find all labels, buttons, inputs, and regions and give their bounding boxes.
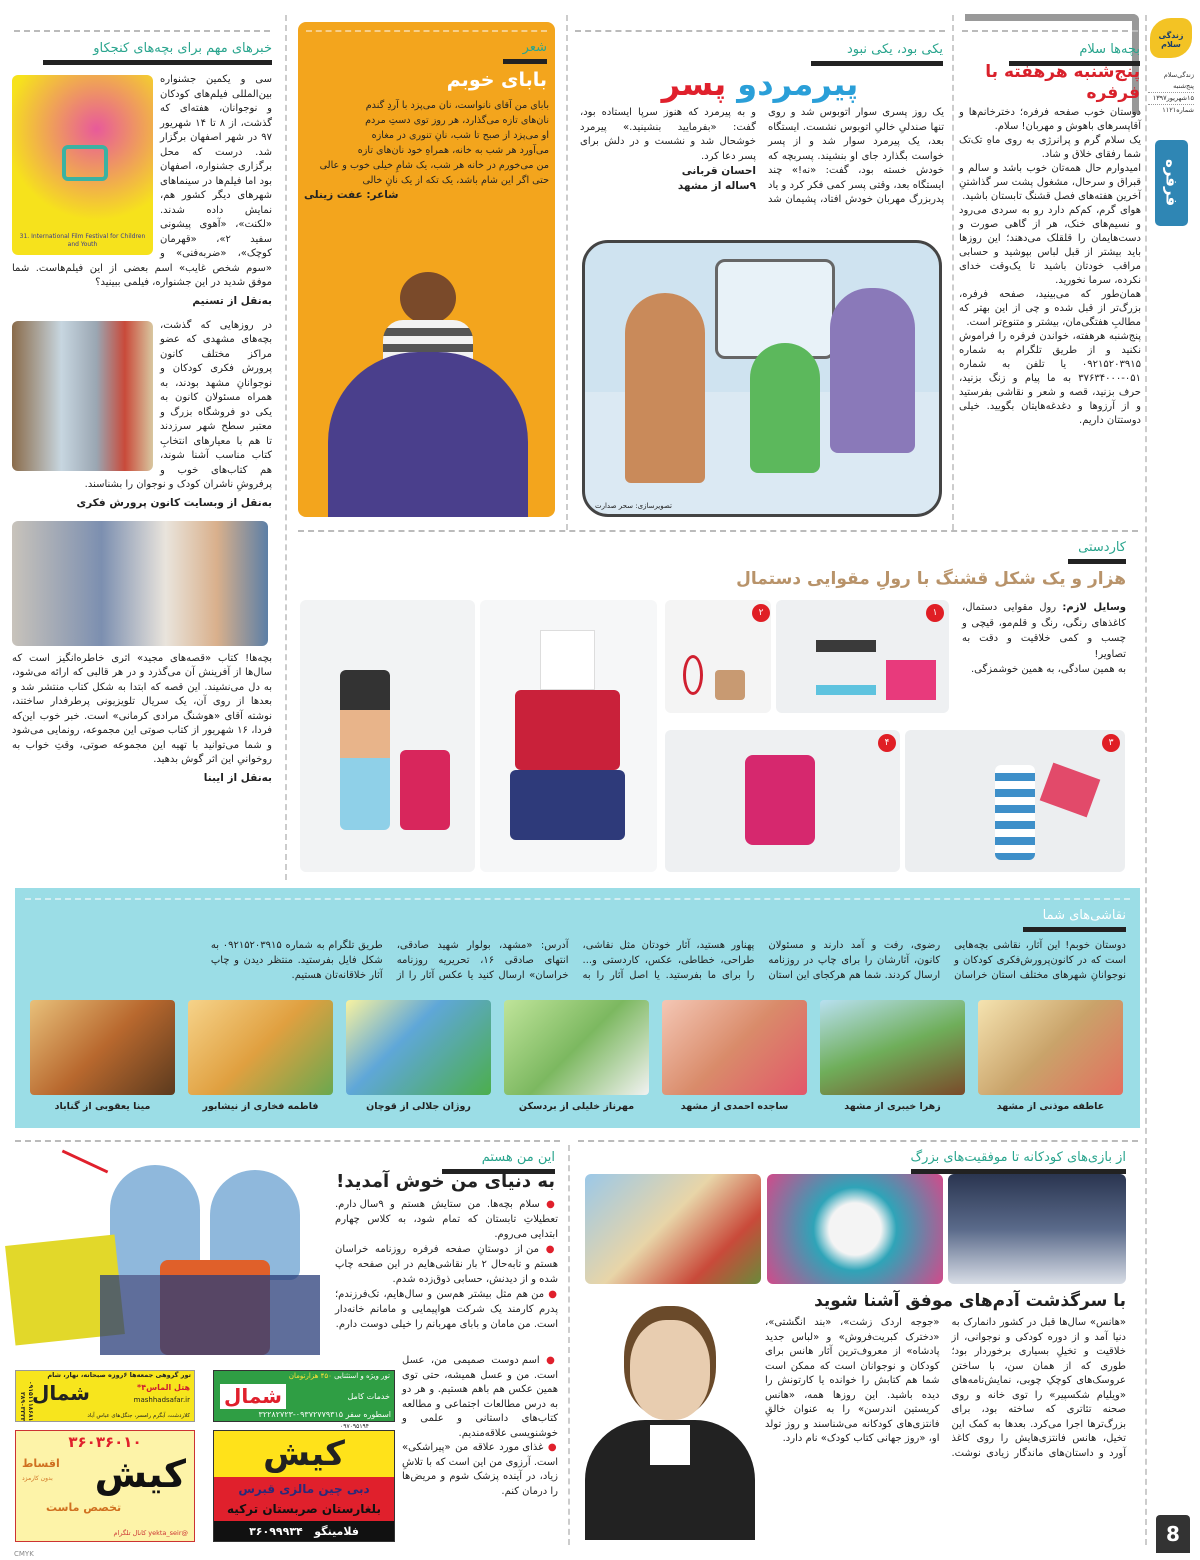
old-man-figure	[625, 293, 705, 483]
step-badge: ۱	[926, 604, 944, 622]
drawing-caption: عاطفه موذنی از مشهد	[996, 1101, 1105, 1112]
drawing-caption: ساجده احمدی از مشهد	[680, 1101, 789, 1112]
poem-title: بابای خوبم	[446, 69, 547, 91]
drawing-caption: زهرا خیبری از مشهد	[844, 1101, 941, 1112]
drawing-caption: روژان جلالی از قوچان	[366, 1101, 471, 1112]
ad-phone: ۰۹۱۵۱۱۱۸۶۸۱ ۳۸۹۰۳۳۳۳	[19, 1380, 34, 1421]
andersen-text: «هانس» سال‌ها قبل در کشور دانمارک به دنیا آمد و از دوره کودکی و نوجوانی، از خلاقیت و تخیلِ بسیاری برخوردار بود؛ طوری که از همان سن، با ساختن عروسک‌های کوچکِ چوبی، نمایش‌نامه‌های «ویلیام شکسپیر» را توی خانه و روی صحنه تئاتری که ساخته بود، برای بزرگ‌ترها اجرا می‌کرد. بعدها به کمک این تخیل، هانس فانتزی‌هایش را روی کاغذ آورد و داستان‌های ماندگار زیادی نوشت. «جوجه اردک زشت»، «بند انگشتی»، «دخترک کبریت‌فروش» و «لباس جدید پادشاه» از معروف‌ترین آثار هانس برای کودکان و نوجوانان است که ممکن است شما هم کتابش را خوانده یا کارتونش را دیده باشید. این روزها همه، «هانس کریستین اندرسن» را به عنوان خالقِ فانتزی‌های کودکانه می‌شناسند و روز تولد او، «روز جهانی کتاب کودک» نام دارد.	[765, 1317, 1126, 1459]
fairy-tale-photo	[948, 1174, 1126, 1284]
masthead-logo	[1150, 18, 1192, 58]
poem-line: من می‌خورم در خانه هر شب، یک شامِ خیلی خوب و عالی	[319, 160, 549, 171]
materials-text: رول مقوایی دستمال، کاغذهای رنگی، رنگ و قلم‌مو، قیچی و چسب و کمی خلاقیت و دقت به تصاویر!	[962, 602, 1126, 660]
divider	[566, 15, 568, 530]
intro-paragraph: دوستان خوب صفحه فرفره؛ دخترخانم‌ها و آقاپسرهای باهوش و مهربان! سلام.	[959, 107, 1141, 132]
craft-towers-photo	[480, 600, 657, 872]
divider	[285, 15, 287, 880]
bullet-icon: ●	[546, 1355, 558, 1366]
ad-kish-flamingo[interactable]	[213, 1430, 395, 1542]
poster-caption: 31. International Film Festival for Children and Youth	[19, 233, 146, 248]
intro-paragraph: هوای گرم، کم‌کم دارد رو به سردی می‌رود و نسیم‌های خنک، هر از گاهی صورت و دست‌هایمان را قلقلک می‌دهند؛ این روزها باید بیشتر از قبل لباس بپوشید و حسابی مراقب خودتان باشید تا یک‌وقت خدای نکرده، سرما نخورید.	[959, 205, 1141, 286]
poem-line: او می‌پزد از صبح تا شب، نانِ تنوری در مغازه	[371, 130, 549, 141]
poem-line: بابای من آقای نانواست، نان می‌پزد با آردِ گندم	[365, 100, 549, 111]
story-title	[575, 64, 945, 104]
ad-text: اسطوره سفر	[345, 1410, 391, 1419]
ad-text: تخصص ماست	[46, 1501, 122, 1514]
illustration-credit: تصویرسازی: سحر صدارت	[595, 502, 672, 510]
intro-kicker: بچه‌ها سلام	[1009, 42, 1140, 66]
logo-text: زندگی سلام	[1158, 31, 1184, 49]
me-paragraph: غذای مورد علاقه من «پیراشکی» است. آرزوی من این است که با تلاشِ زیاد، در آینده پزشک شوم و مریض‌ها را درمان کنم.	[402, 1442, 558, 1497]
poem-line: می‌آورد هر شب به خانه، همراهِ خود نان‌های تازه	[357, 145, 549, 156]
ad-phone: ۰۹۳۷۲۷۷۹۳۱۵-۳۲۲۸۲۷۲۳	[258, 1410, 344, 1419]
meta-date: ۱۵شهریور۱۳۹۷	[1148, 92, 1194, 104]
news-source-2: به‌نقل از وبسایت کانون پرورش فکری	[76, 496, 272, 509]
me-kicker: این من هستم	[442, 1150, 555, 1174]
girls-photo	[10, 1150, 330, 1355]
divider	[578, 1140, 1138, 1142]
intro-paragraph: پنج‌شنبه هرهفته، خواندن فرفره را فراموش نکنید و از طریق تلگرام به شماره ۰۹۲۱۵۲۰۳۹۱۵ یا تلفن به شماره ۰۵۱-۳۷۶۳۴۰۰۰ به ما پیام و زنگ بزنید، حرف بزنید، قصه و شعر و نقاشی بفرستید و از آرزوها و دغدغه‌هایتان بگویید. خیلی دوستتان داریم.	[959, 331, 1141, 426]
poem-line: حتی اگر این شام باشد، یک تکه از یک نانِ خالی	[362, 175, 549, 186]
story-title-word: و	[737, 65, 758, 103]
ad-kish-yekta[interactable]	[15, 1430, 195, 1542]
me-paragraph: سلام بچه‌ها. من ستایش هستم و ۹سال دارم. تعطیلاتِ تابستان که تمام شود، به کلاس چهارم ابتدایی می‌روم.	[335, 1199, 558, 1240]
drawing-thumbnail[interactable]	[30, 1000, 175, 1095]
craft-title: هزار و یک شکل قشنگ با رولِ مقوایی دستمال	[736, 569, 1126, 589]
story-title-word: پیرمرد	[757, 65, 859, 103]
father-son-photo	[328, 272, 528, 517]
news-column	[12, 30, 272, 882]
bullet-icon: ●	[546, 1199, 558, 1210]
news-source-3: به‌نقل از ایبنا	[203, 771, 272, 784]
news-item-1	[12, 73, 272, 291]
poem-kicker: شعر	[503, 40, 547, 64]
news-text: در روزهایی که گذشت، بچه‌های مشهدی که عضو مراکز مختلف کانون پرورش فکری کودکان و نوجوانانِ مشهد بودند، به همراه مسئولان کانون به یکی دو فروشگاه بزرگ و معتبر سطح شهر سرزدند تا هم با معیارهای انتخابِ کتاب مناسب آشنا شوند، هم کتاب‌های خوب و پرفروشِ ناشران کودک و نوجوان را بشناسند.	[84, 319, 272, 490]
andersen-title: با سرگذشت آدم‌های موفق آشنا شوید	[814, 1291, 1126, 1311]
drawing-thumbnail[interactable]	[346, 1000, 491, 1095]
ad-shomal-tour[interactable]	[213, 1370, 395, 1422]
festival-poster	[12, 75, 153, 255]
ad-text: بلغارستان صربستان ترکیه	[227, 1502, 381, 1516]
thumbelina-photo	[585, 1174, 761, 1284]
materials-label: وسایل لازم:	[1062, 602, 1127, 613]
craft-step-3-photo	[905, 730, 1125, 872]
poem-box	[298, 22, 555, 517]
me-paragraph: من از دوستانِ صفحه فرفره روزنامه خراسان هستم و تا‌به‌حال ۲ بار نقاشی‌هایم در این صفحه چاپ شده و از دیدنش، حسابی ذوق‌زده شدم.	[335, 1244, 558, 1285]
ad-text: @yekta_seir کانال تلگرام	[113, 1529, 188, 1537]
boy-figure	[750, 343, 820, 473]
divider	[1145, 15, 1147, 1545]
divider	[14, 30, 270, 32]
ugly-duckling-photo	[767, 1174, 943, 1284]
film-icon	[62, 145, 108, 181]
news-text: سی و یکمین جشنواره بین‌المللی فیلم‌های کودکان و نوجوانان، هفته‌ای که گذشت، از ۸ تا ۱۴ شهریور ۹۷ در شهر اصفهان برگزار شد. درست که محل برگزاری جشنواره، اصفهان بود اما فیلم‌ها در سینماهای شهرهای دیگر کشور هم، نمایش داده شدند. «لکنت»، «آهوی پیشونی سفید ۲»، «قهرمان کوچک»، «ضربه‌فنی» و «سوم شخص غایب» اسم بعضی از این فیلم‌هاست. شما موفق شدید در این جشنواره، فیلمی ببینید؟	[12, 74, 272, 288]
me-body-1	[335, 1197, 558, 1332]
divider	[15, 1140, 560, 1142]
ad-text: هتل الماس۴*	[137, 1383, 190, 1392]
mother-figure	[830, 288, 915, 453]
bullet-icon: ●	[547, 1442, 559, 1453]
step-badge: ۳	[1102, 734, 1120, 752]
ad-link[interactable]: mashhadsafar.ir	[133, 1396, 190, 1404]
ad-text: دبی چین مالزی قبرس	[238, 1482, 370, 1496]
arrow-icon	[62, 1150, 109, 1174]
me-paragraph: من هم مثل بیشتر هم‌سن و سال‌هایم، تک‌فرزندم؛ پدرم کارمند یک شرکت هواپیمایی و مامانم خانه‌دار است. من مامان و بابای مهربانم را خیلی دوست دارم.	[335, 1289, 558, 1330]
craft-materials	[962, 600, 1126, 678]
bullet-icon: ●	[545, 1244, 558, 1255]
bookstore-photo	[12, 321, 153, 471]
ad-brand: کیش	[214, 1431, 394, 1477]
drawings-text: دوستان خوبم! این آثار، نقاشی بچه‌هایی است که در کانون‌پرورش‌فکری کودکان و نوجوانانِ شهرهای مختلف استان خراسان رضوی، رفت و آمد دارند و مسئولان کانون، آثارشان را برای چاپ در روزنامه ارسال کردند. شما هم هرکجای این استان پهناور هستید، آثار خودتان مثل نقاشی، طراحی، خطاطی، عکس، کاردستی و... را برای ما بفرستید. یا اصل آثار را به آدرس: «مشهد، بولوار شهید صادقی، انتهای صادقی ۱۶، تحریریه روزنامه خراسان» ارسال کنید یا عکس آثار را از طریق تلگرام به شماره ۰۹۲۱۵۲۰۳۹۱۵ به شکل فایل بفرستید. منتظر دیدن و چاپ آثار خلاقانه‌تان هستیم.	[210, 940, 1126, 981]
news-source-1: به‌نقل از تسنیم	[192, 294, 272, 307]
craft-step-4-photo	[665, 730, 900, 872]
intro-paragraph: امیدوارم حال همه‌تان خوب باشد و سالم و قبراق و سرحال، مشغول پشت سر گذاشتنِ آخرین هفته‌های فصل قشنگ تابستان باشید.	[959, 163, 1141, 202]
step-badge: ۲	[752, 604, 770, 622]
divider	[962, 30, 1138, 32]
meta-issue: شماره۱۱۲۱	[1148, 104, 1194, 116]
print-mark: CMYK	[14, 1550, 34, 1558]
story-illustration	[582, 240, 942, 517]
poem-poet: شاعر: عفت زینلی	[304, 189, 399, 201]
drawing-thumbnail[interactable]	[820, 1000, 965, 1095]
me-title: به دنیای من خوش آمدید!	[336, 1171, 555, 1192]
divider	[575, 30, 945, 32]
ad-phone: ۳۶۰۹۹۹۳۴	[249, 1525, 303, 1538]
issue-meta	[1148, 70, 1194, 116]
ad-phone: ۳۶۰۳۶۰۱۰	[68, 1433, 142, 1451]
meta-day: پنج‌شنبه	[1173, 82, 1194, 90]
story-author: احسان قربانی	[681, 165, 756, 177]
news-item-3	[12, 652, 272, 768]
divider	[298, 530, 1138, 532]
ad-brand: شمال	[220, 1384, 286, 1409]
news-text: بچه‌ها! کتاب «قصه‌های مجید» اثری خاطره‌انگیز است که سال‌ها از آفرینش آن می‌گذرد و در هر قالبی که ارائه می‌شود، به دل می‌نشیند. این قصه که ابتدا به شکل کتاب منتشر شد و بعدها از روی آن، یک سریال تلویزیونی پرطرفدار ساختند، نوشته آقای «هوشنگ مرادی کرمانی» است. خبر خوب این‌که فردا، ۱۶ شهریور از کتاب صوتی این مجموعه، رونمایی می‌شود و شما می‌توانید با تهیه این مجموعه صوتی، وقتِ خواب به روخوانیِ این اثر گوش بدهید.	[12, 652, 272, 765]
intro-paragraph: یک سلام گرم و پرانرژی به روی ماهِ تک‌تک شما رفقای خلاق و شاد.	[959, 135, 1141, 160]
author-photo	[12, 521, 268, 646]
page-number: 8	[1156, 1515, 1190, 1553]
craft-pirate-photo	[300, 600, 475, 872]
story-title-word: پسر	[661, 65, 727, 103]
ad-text: اقساط	[22, 1457, 60, 1470]
ad-text: تور گروهی جمعه‌ها ۶روزه صبحانه، نهار، شام	[47, 1371, 191, 1379]
intro-paragraph: همان‌طور که می‌بینید، صفحه فرفره، بزرگ‌تر از قبل شده و چی از این بهتر که مطالبِ هفتگی‌مان، بیشتر و متنوع‌تر است.	[959, 289, 1141, 328]
intro-body	[959, 106, 1141, 428]
ad-text: تور ویژه و استثنایی	[334, 1372, 390, 1380]
story-body	[580, 106, 944, 208]
section-tab: فرفره	[1155, 140, 1188, 226]
story-text: یک روز پسری سوار اتوبوس شد و روی تنها صندلیِ خالیِ اتوبوس نشست. ایستگاه بعد، یک پیرمرد سوار شد و از پسر خواست بگذارد جای او بنشیند. پسربچه که خودش خسته بود، گفت: «نه!» چند ایستگاه بعد، وقتی پسر کمی فکر کرد و یاد پدربزرگ مهربان خودش افتاد، پشیمان شد و به پیرمرد که هنوز سرپا ایستاده بود، گفت: «بفرمایید بنشینید.» پیرمرد خوشحال شد و نشست و در دلش برای پسر دعا کرد.	[580, 107, 944, 205]
story-kicker: یکی بود، یکی نبود	[811, 42, 943, 66]
me-body-2	[402, 1354, 558, 1499]
story-author-info: ۹ساله از مشهد	[677, 180, 756, 192]
andersen-portrait	[575, 1300, 760, 1540]
drawing-thumbnail[interactable]	[978, 1000, 1123, 1095]
craft-closing: به همین سادگی، به همین خوشمزگی.	[970, 664, 1126, 675]
meta-paper: زندگی‌سلام	[1163, 71, 1194, 79]
bullet-icon: ●	[548, 1289, 558, 1300]
divider	[568, 1145, 570, 1545]
craft-kicker: کاردستی	[1068, 540, 1126, 564]
ad-text: کلاردشت، آبگرم رامسر، جنگل‌های عباس آباد	[87, 1413, 190, 1419]
drawing-caption: فاطمه فخاری از نیشابور	[202, 1101, 319, 1112]
drawing-caption: مهرناز خلیلی از بردسکن	[518, 1101, 635, 1112]
ad-text: خدمات کامل	[347, 1392, 390, 1401]
intro-title: پنج‌شنبه هرهفته با فرفره	[985, 62, 1140, 103]
drawing-thumbnail[interactable]	[188, 1000, 333, 1095]
poem-line: نان‌های تازه می‌گذارد، هر روز توی دستِ مردم	[365, 115, 549, 126]
ad-text: فلامینگو	[314, 1525, 359, 1538]
ad-price: ۴۵۰ هزارتومان	[288, 1372, 332, 1380]
news-item-2	[12, 319, 272, 493]
drawings-kicker: نقاشی‌های شما	[1023, 908, 1126, 932]
ad-brand: شمال	[32, 1381, 90, 1405]
poem-lines	[298, 96, 555, 205]
news-kicker: خبرهای مهم برای بچه‌های کنجکاو	[43, 41, 272, 65]
craft-step-1-photo	[776, 600, 949, 713]
divider	[952, 15, 954, 530]
ad-license: ۰۹۷۰۹۵۱۹۴	[340, 1423, 370, 1430]
drawing-thumbnail[interactable]	[504, 1000, 649, 1095]
drawing-caption: مینا یعقوبی از گناباد	[54, 1101, 151, 1112]
ad-brand: کیش	[94, 1452, 186, 1496]
ad-text: بدون کارمزد	[22, 1475, 53, 1482]
ad-shomal-hotel[interactable]	[15, 1370, 195, 1422]
drawing-thumbnail[interactable]	[662, 1000, 807, 1095]
me-paragraph: اسم دوست صمیمی من، عسل است. من و عسل همیشه، حتی توی همین عکس هم باهم هستیم. و هر دو به درس مطالعات اجتماعی و مطالعه کتاب‌های داستانی و علمی و خوشنویسی علاقه‌مندیم.	[402, 1355, 558, 1439]
step-badge: ۴	[878, 734, 896, 752]
andersen-kicker: از بازی‌های کودکانه تا موفقیت‌های بزرگ	[911, 1150, 1126, 1174]
